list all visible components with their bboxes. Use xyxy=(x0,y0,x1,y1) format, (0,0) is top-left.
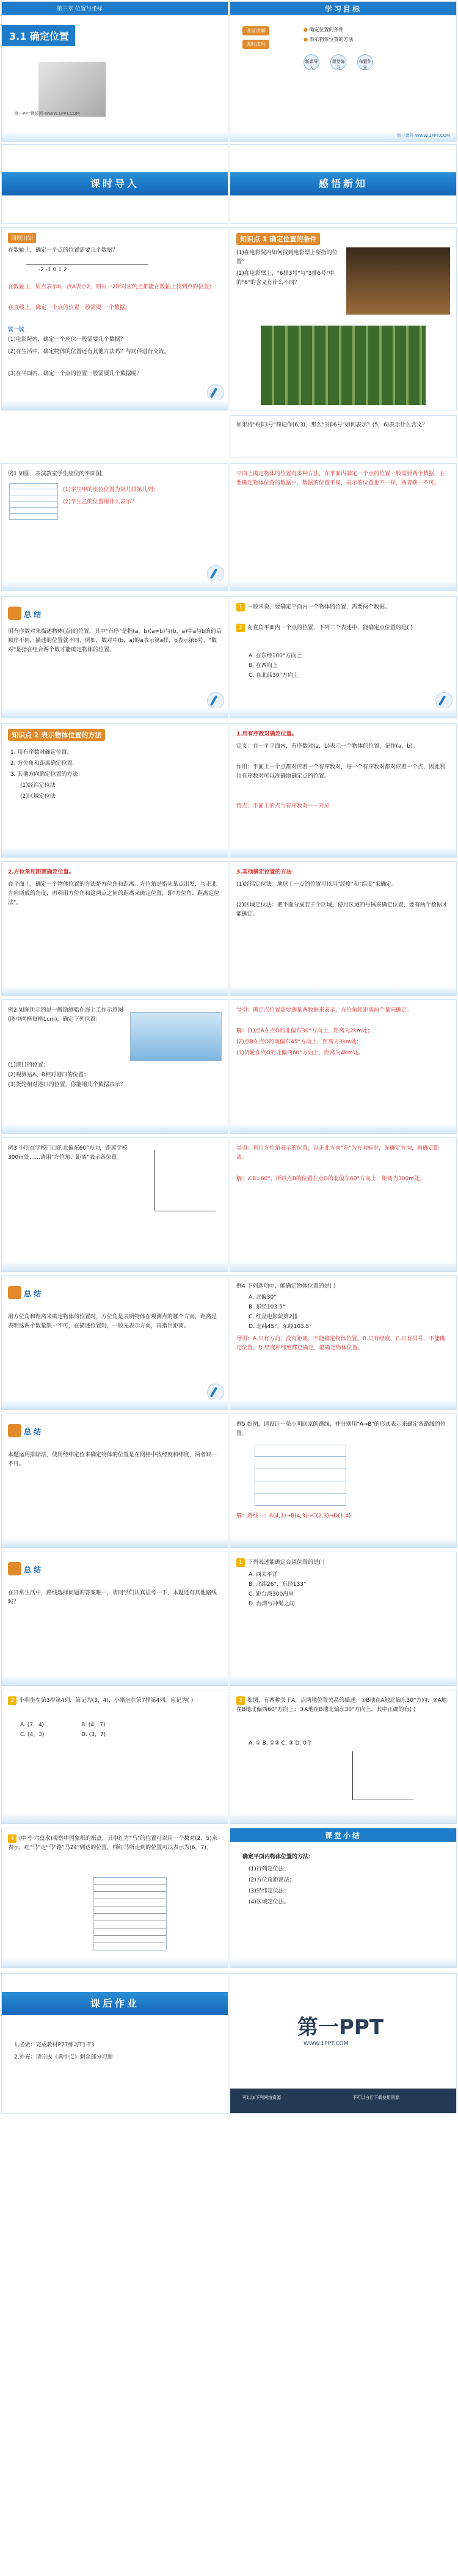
route-grid xyxy=(255,1445,346,1506)
slide-summary1: 总 结 用有序数对来描述物体(点)的位置，其中"有序"是指(a，b)(a≠b)与(b，a)中a与b的前后顺序不同，描述的位置就不同，例如，数对中(b，a)的a表示第a排，b表示第b号，"数对"是指在组合两个数才能确定物体的位置。 xyxy=(1,596,228,718)
slide-intro-header xyxy=(1,144,228,224)
seat-grid xyxy=(9,483,58,520)
slide-homework: 课后作业 1.必做：完成教材P77练习T1-T3 2.补充：请完成《典中点》剩余部分习题 xyxy=(1,1973,228,2114)
sea-map xyxy=(130,1012,222,1061)
top-band xyxy=(2,2,228,15)
slide-summary3: 总 结 本题运用排除法，使用经纬定位来确定物体的位置是在网格中找经度和纬度，两者缺一不可。 xyxy=(1,1414,228,1548)
brand-logo: 第一PPT xyxy=(297,2015,384,2040)
slide-new-knowledge xyxy=(230,144,457,224)
lesson-title: 3.1 确定位置 xyxy=(9,31,69,42)
goal-2: 表示物体位置的方法 xyxy=(309,37,354,42)
slide-other-methods: 3.其他确定位置的方法 (1)经纬定位法：地球上一点的位置可以用"经度"和"纬度"来确定。 (2)区域定位法：把平面分成若干个区域，使用区域的号码来确定位置，要有两个数据才能确定。 xyxy=(230,861,457,996)
seats-photo xyxy=(261,326,426,405)
slide-practice4: 3 如图，有两种关于A，点两地位置关系的描述：①B地在A地北偏东30°方向；②A地在B地北偏西60°方向上；③A地在B地北偏东30°方向上，其中正确的有( ) A. ① B. ①② C. ③ D. 0个 xyxy=(230,1690,457,1824)
cubes-image xyxy=(38,62,106,117)
slide-explain: 平面上确定物体的位置有多种方法，在平面内确定一个点的位置一般需要两个数据，在要确定物体位置的数据中，数据的位置不同，表示的位置也不一样，两者缺一不可。 xyxy=(230,463,457,591)
slide-review: 回顾旧知 在数轴上，确定一个点的位置需要几个数据？ -2 -1 0 1 2 在数轴上，原点表示0，点A表示2，则由一2所对应的点都能在数轴上找到点的位置； 在直线上，确定一个点的位置一般需要 一个数据。 议一议 (1)电影院内，确定一个座位一般需要几个数据？ (2)在生活中，确定物体的位置还有其他方法吗？与同伴进行交流。 (3)在平面内，确定一个点的位置一般需要几个数据呢？ xyxy=(1,227,228,410)
pen-icon xyxy=(207,384,224,401)
slide-ordered-pair: 1.用有序数对确定位置。 定义：在一个平面内，有序数对(a，b)表示一个物体的位置，记作(a，b)。 作用：平面上一个点都对应着一个有序数对，每一个有序数对都对应着一个点，因此利用有序数对可以准确地确定点的位置。 特点：平面上的点与有序数对一一对应 xyxy=(230,723,457,858)
slide-practice3: 2 小明坐在第3排第4列，简记为(3，4)，小刚坐在第7排第4列，应记为( ) A. (7，4) B. (4，7) C. (4，3) D. (3，7) xyxy=(1,1690,228,1824)
chess-board xyxy=(93,1877,167,1950)
slide-title xyxy=(1,1,228,142)
goals-header: 学习目标 xyxy=(324,5,362,13)
chapter-label: 第三章 位置与坐标 xyxy=(57,6,103,12)
slide-class-summary: 课堂小结 确定平面内物体位置的方法： (1)行列定位法； (2)方位角距离法； (3)经纬定位法； (4)区域定位法。 xyxy=(230,1828,457,1968)
goal-1: 确定位置的条件 xyxy=(309,27,344,32)
slide-chess: 4 (中考·六盘水)观察中国象棋的棋盘，其中红方"马"的位置可以用一个数对(2，5)来表示，红"马"走"马"路"马24"到达的位置，则红马所走到的位置可以表示为(6，7)。 xyxy=(1,1828,228,1968)
direction-diagram xyxy=(352,1751,413,1800)
knowledge-band: 感悟新知 xyxy=(230,172,456,195)
compass-diagram xyxy=(154,1150,216,1211)
slide-seats-question: 如果将"6排3号"简记作(6,3)，那么"3排6号"如何表示？(5，6)表示什么含义？ xyxy=(230,415,457,458)
slide-summary2: 总 结 用方位角和距离来确定物体的位置时，方位角是表明物体在观测点的哪个方向，距离是表明这两个数量缺一不可，在描述位置时，一般先表示方向，再指出距离。 xyxy=(1,1275,228,1410)
slide-example2: 例2 如图所示的是一艘勘测船在海上工作示意图(图中网格每格1cm)，确定下列位置： (1)港口的位置； (2)观测站A、B相对港口的位置； (3)货轮相对港口的位置，你能用几个数据表示？ xyxy=(1,999,228,1134)
slide-solution2: 导引：确定点位置需要测量两数据来表示，方位角和距离两个量来确定。 解：(1)点A在点O的北偏东30°方向上，距离为2km处； (2)点B在点O的南偏东45°方向上，距离为3km处； (3)货轮在点O的北偏西60°方向上，距离为4km处。 xyxy=(230,999,457,1134)
slide-cinema: 知识点 1 确定位置的条件 (1)在电影院内如何找到电影票上所指的位置？ (2)在电影票上，"6排3号"与"3排6号"中的"6"的含义有什么不同？ xyxy=(230,227,457,410)
slide-bearing: 2.方位角和距离确定位置。 在平面上，确定一个物体位置的方法是方位角和距离。方位角是指从某点出发，与正北方向所成的角度，再利用方位角和这两点之间的距离来确定位置，即"方位角、距离定位法"。 xyxy=(1,861,228,996)
summary-icon xyxy=(8,607,21,620)
slide-solution3: 导引：利用方位角表示的位置，以正北方向"东"为方向标准，先确定方向，再确定距离。 解：∠B=60°，所以点B的位置在点O的北偏东60°方向上，距离为300m处。 xyxy=(230,1137,457,1272)
slide-summary4: 总 结 在日常生活中，路线选择问题的答案唯一，请同学们认真思考一下，本题还有其他路线吗？ xyxy=(1,1552,228,1686)
slide-example5: 例5 如图，请设计一条小明回家的路线，并分别用"A→B"的形式表示来确定各路线的位置。 解：路线一：A(4,1)→B(4,3)→C(2,3)→D(1,4) xyxy=(230,1414,457,1548)
slide-practice2: 1 下列表述能确定台风位置的是( ) A. 西太平洋 B. 北纬26°，东经133° C. 距台湾300海里 D. 台湾与冲绳之间 xyxy=(230,1552,457,1686)
flow-tags: 新课导入 课堂练习 布置作业 xyxy=(304,54,373,70)
slide-methods: 知识点 2 表示物体位置的方法 1. 用有序数对确定位置。 2. 方位角和距离确定位置。 3. 其他方向确定位置的方法： (1)经纬定位法 (2)区域定位法 xyxy=(1,723,228,858)
slide-example3: 例3 小明在学校门口的北偏东60°方向，距离学校300m处……请用"方位角、距离"表示各位置。 xyxy=(1,1137,228,1272)
intro-band: 课时导入 xyxy=(2,172,228,195)
site-label: 第一PPT模板网-WWW.1PPT.COM xyxy=(14,111,80,116)
slide-example4: 例4 下列选项中，能确定物体位置的是( ) A. 北偏30° B. 东经103.5° C. 红星电影院第2排 D. 北纬45°，东经103.5° 导引：A.只有方向，没有距离，不能确定物体位置。B.只有经度，C.只有排号，不能确定位置。D.经度和纬度都已确定，能确定物体位置。 xyxy=(230,1275,457,1410)
cinema-photo xyxy=(346,247,450,315)
slide-example1: 例1 如图，表演教室学生座位的平面图。 (1)学生甲的座位位置为第几排第几列； (2)学生乙的位置用什么表示？ xyxy=(1,463,228,591)
slide-goals: 学习目标 课堂讲解 课时流程 ● 确定位置的条件 ● 表示物体位置的方法 新课导入 课堂练习 布置作业 第一课件 WWW.1PPT.COM xyxy=(230,1,457,142)
slide-brand: 第一PPT WWW.1PPT.COM 可以加下列网络资源 不可以自行下载使用资源 xyxy=(230,1973,457,2114)
slide-practice1: 1 一般来说，要确定平面内一个物体的位置，需要两个数据。 2 在直角平面内一个点的位置，下列三个表述中，能确定点位置的是( ) A. 在东经100°方向上 B. 在西向上 C. 在北纬30°方向上 xyxy=(230,596,457,718)
